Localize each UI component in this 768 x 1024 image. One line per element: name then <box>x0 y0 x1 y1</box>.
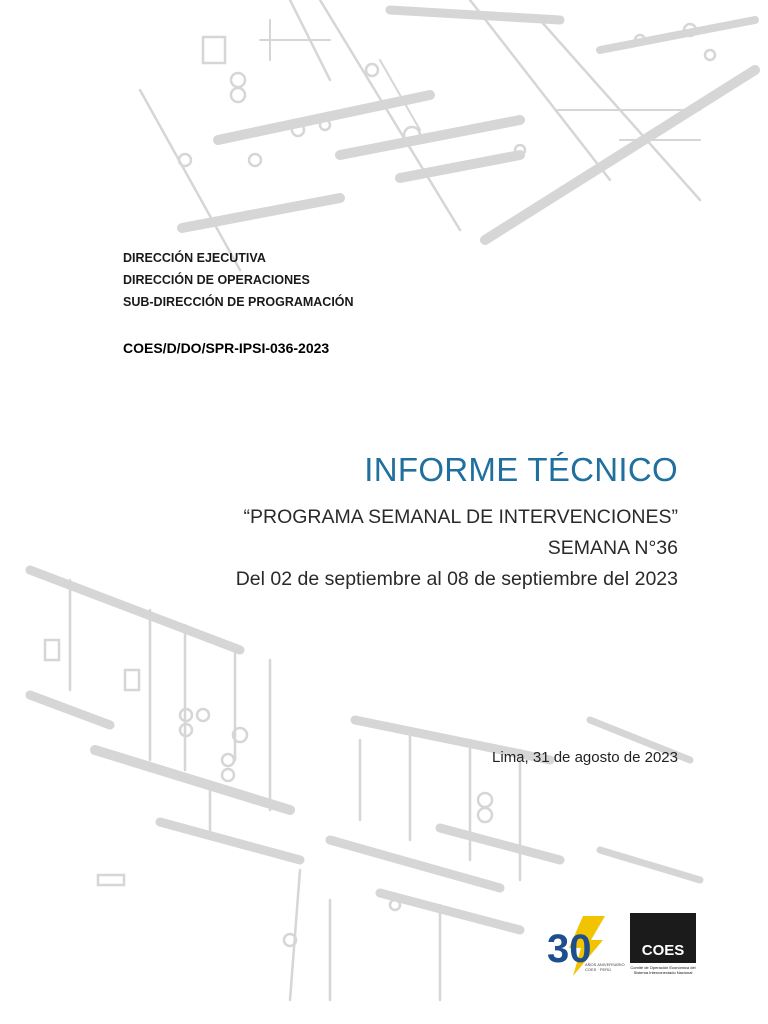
place-date: Lima, 31 de agosto de 2023 <box>492 749 678 766</box>
issuing-offices <box>123 247 354 313</box>
logo30-number: 30 <box>547 927 592 971</box>
logo30-caption: AÑOS ANIVERSARIO COES · PERÚ <box>585 962 625 972</box>
document-code: COES/D/DO/SPR-IPSI-036-2023 <box>123 340 330 356</box>
coes-label: COES <box>641 942 685 959</box>
direction-operations: DIRECCIÓN DE OPERACIONES <box>123 273 310 287</box>
coes-logo <box>630 913 696 979</box>
report-subtitle: “PROGRAMA SEMANAL DE INTERVENCIONES” <box>243 506 678 528</box>
report-period: Del 02 de septiembre al 08 de septiembre del 2023 <box>235 568 678 590</box>
title-block <box>236 448 678 595</box>
coes-30-years-logo <box>545 910 625 980</box>
report-title: INFORME TÉCNICO <box>364 451 678 488</box>
direction-executive: DIRECCIÓN EJECUTIVA <box>123 251 266 265</box>
direction-programming: SUB-DIRECCIÓN DE PROGRAMACIÓN <box>123 295 354 309</box>
coes-caption: Comité de Operación Económica del Sistema Interconectado Nacional <box>630 965 696 975</box>
coes-box <box>630 913 696 963</box>
report-week: SEMANA N°36 <box>547 537 678 559</box>
logos <box>545 910 705 980</box>
